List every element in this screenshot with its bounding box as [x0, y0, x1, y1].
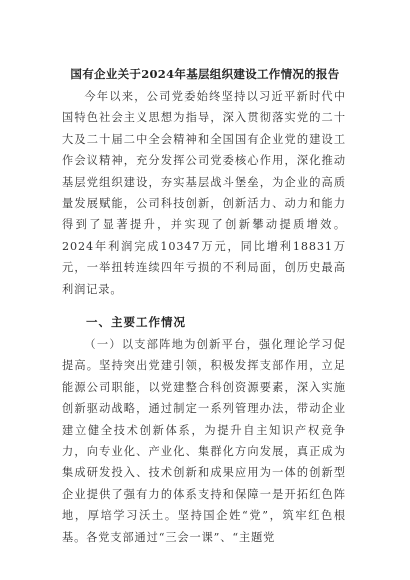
section-heading: 一、主要工作情况 [86, 315, 186, 329]
document-title: 国有企业关于2024年基层组织建设工作情况的报告 [70, 67, 340, 81]
section-paragraph: （一）以支部阵地为创新平台，强化理论学习促提高。坚持突出党建引领，积极发挥支部作用，立足能源公司职能，以党建整合科创资源要素，深入实施创新驱动战略，通过制定一系列管理办法，带动企业建立健全技术创新体系，为提升自主知识产权竞争力，向专业化、产业化、集群化方向发展，真正成为集成研发投入、技术创新和成果应用为一体的创新型企业提供了强有力的体系支持和保障一是开拓红色阵地，厚培学习沃土。坚持国企姓“党”，筑牢红色根基。各党支部通过“三会一课”、“主题党 [62, 338, 346, 544]
intro-paragraph: 今年以来，公司党委始终坚持以习近平新时代中国特色社会主义思想为指导，深入贯彻落实党的二十大及二十届二中全会精神和全国国有企业党的建设工作会议精神，充分发挥公司党委核心作用，深化推动基层党组织建设，夯实基层战斗堡垒，为企业的高质量发展赋能，公司科技创新，创新活力、动力和能力得到了显著提升，并实现了创新攀动提质增效。2024年利润完成10347万元，同比增利18831万元，一举扭转连续四年亏损的不利局面，创历史最高利润记录。 [62, 90, 346, 296]
